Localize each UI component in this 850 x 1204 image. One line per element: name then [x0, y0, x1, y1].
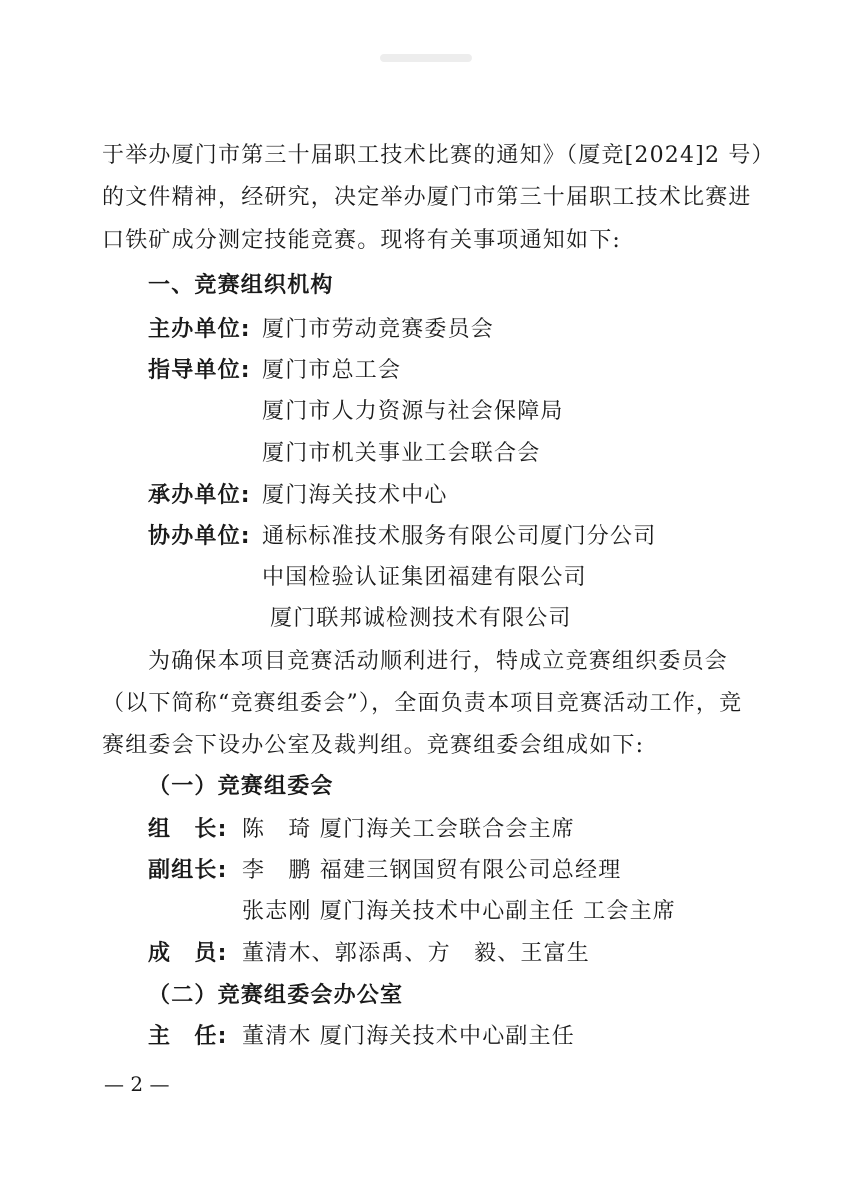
undertake-label: 承办单位: [148, 483, 251, 508]
undertake-value: 厦门海关技术中心 [262, 483, 448, 508]
assist-value: 厦门联邦诚检测技术有限公司 [270, 606, 572, 631]
paragraph-line: 为确保本项目竞赛活动顺利进行，特成立竞赛组织委员会 [148, 649, 729, 674]
page-number: — 2 — [104, 1072, 170, 1096]
scan-smudge [380, 54, 472, 62]
director-value: 董清木 厦门海关技术中心副主任 [242, 1024, 575, 1049]
host-label: 主办单位: [148, 317, 251, 342]
leader-value: 陈 琦 厦门海关工会联合会主席 [242, 817, 575, 842]
paragraph-line: 赛组委会下设办公室及裁判组。竞赛组委会组成如下: [102, 733, 645, 758]
director-label: 主 任: [148, 1024, 228, 1049]
paragraph-line: 于举办厦门市第三十届职工技术比赛的通知》（厦竞[2024]2 号） [102, 143, 775, 168]
guide-value: 厦门市机关事业工会联合会 [262, 441, 541, 466]
assist-label: 协办单位: [148, 524, 251, 549]
guide-value: 厦门市总工会 [262, 358, 402, 383]
assist-value: 通标标准技术服务有限公司厦门分公司 [262, 524, 657, 549]
section-heading: 一、竞赛组织机构 [148, 273, 334, 298]
deputy-value: 张志刚 厦门海关技术中心副主任 工会主席 [242, 899, 676, 924]
host-value: 厦门市劳动竞赛委员会 [262, 317, 495, 342]
subsection-heading: （二）竞赛组委会办公室 [148, 983, 404, 1008]
deputy-value: 李 鹏 福建三钢国贸有限公司总经理 [242, 858, 622, 883]
paragraph-line: 口铁矿成分测定技能竞赛。现将有关事项通知如下: [102, 228, 622, 253]
guide-value: 厦门市人力资源与社会保障局 [262, 399, 564, 424]
leader-label: 组 长: [148, 817, 228, 842]
deputy-label: 副组长: [148, 858, 228, 883]
members-label: 成 员: [148, 941, 228, 966]
assist-value: 中国检验认证集团福建有限公司 [262, 565, 587, 590]
subsection-heading: （一）竞赛组委会 [148, 774, 334, 799]
members-value: 董清木、郭添禹、方 毅、王富生 [242, 941, 591, 966]
paragraph-line: 的文件精神，经研究，决定举办厦门市第三十届职工技术比赛进 [102, 185, 752, 210]
paragraph-line: （以下简称“竞赛组委会”），全面负责本项目竞赛活动工作，竞 [102, 691, 743, 716]
guide-label: 指导单位: [148, 358, 251, 383]
